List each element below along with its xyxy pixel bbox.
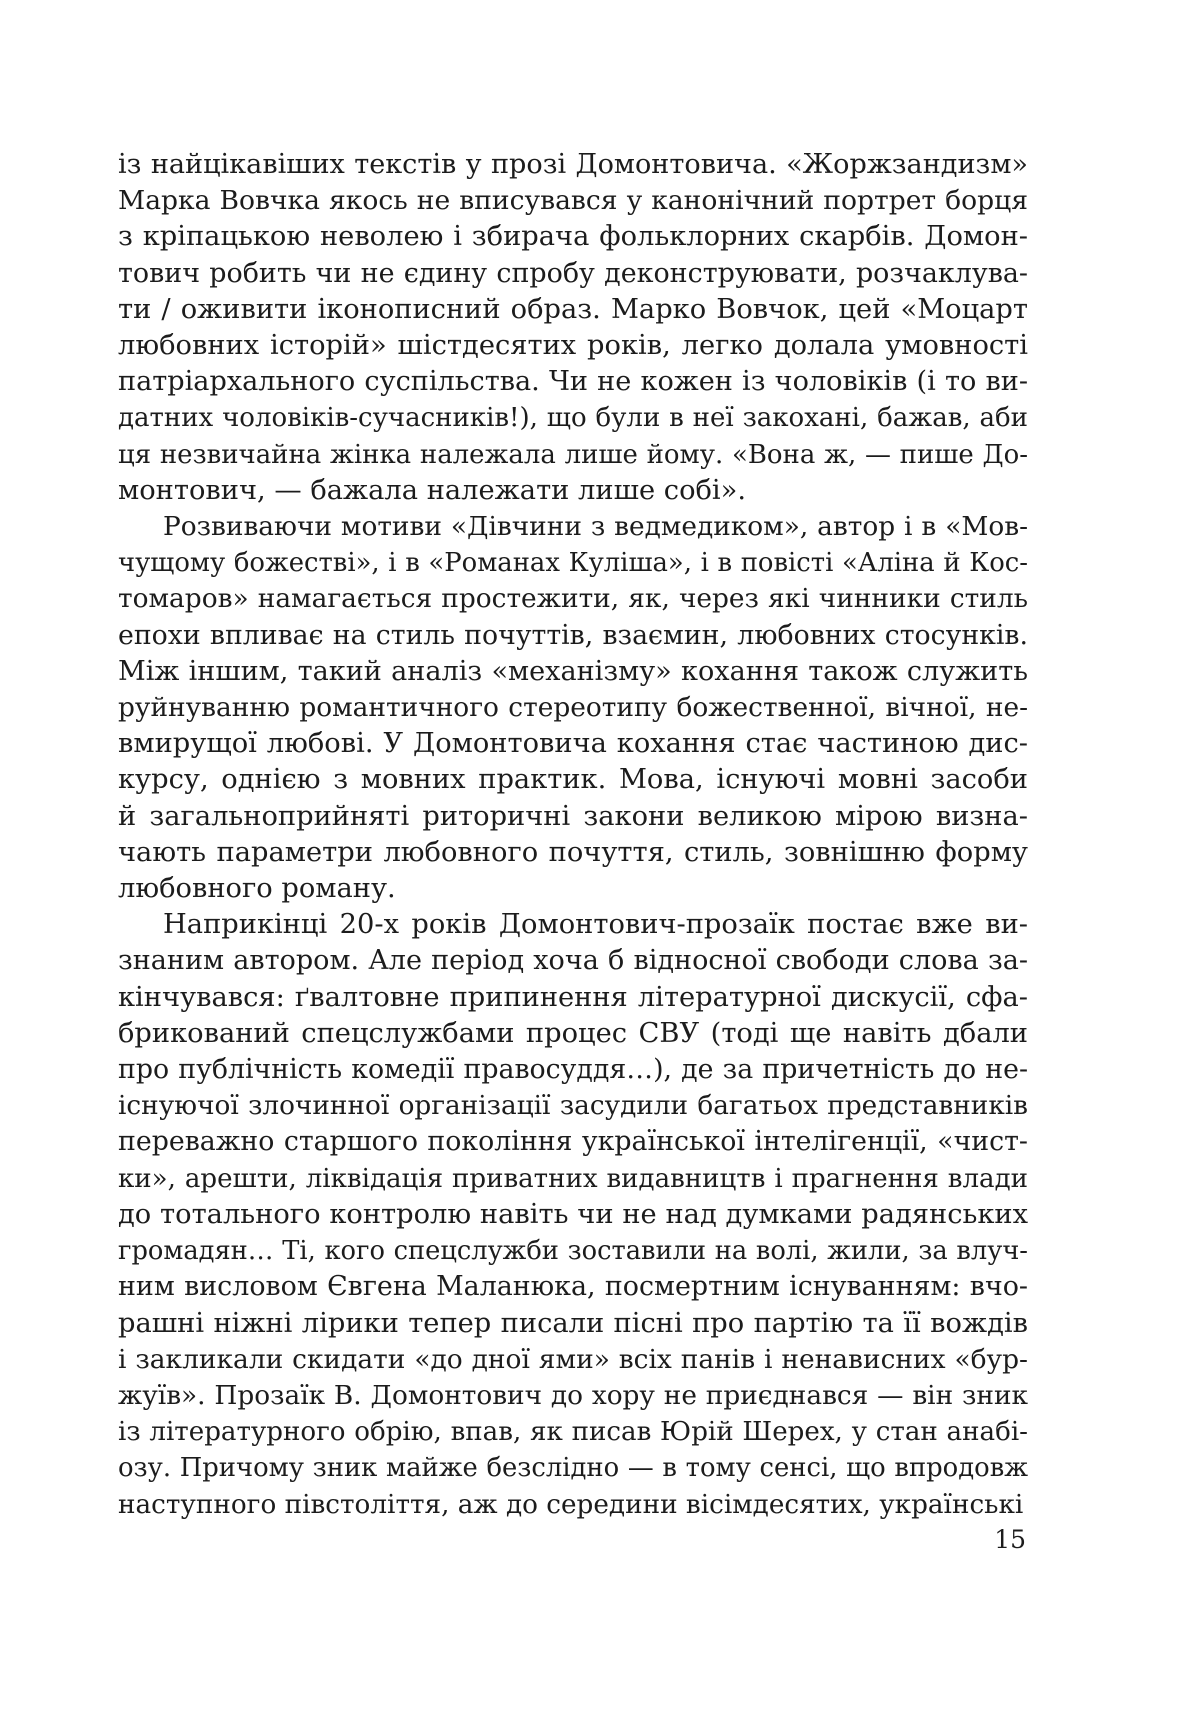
text-line: наступного півстоліття, аж до середини вісімдесятих, українські: [118, 1489, 1024, 1520]
text-line: й загальноприйняті риторичні закони великою мірою визна-: [118, 800, 1028, 832]
text-line: томаров» намагається простежити, як, через які чинники стиль: [118, 583, 1028, 615]
text-line: курсу, однією з мовних практик. Мова, існуючі мовні засоби: [118, 764, 1028, 796]
text-line: Розвиваючи мотиви «Дівчини з ведмедиком», автор і в «Мов-: [163, 512, 1028, 543]
text-line: переважно старшого покоління української інтелігенції, «чист-: [118, 1126, 1028, 1158]
paragraph: [118, 509, 1028, 907]
text-line: із літературного обрію, впав, як писав Юрій Шерех, у стан анабі-: [118, 1417, 1028, 1448]
text-line: про публічність комедії правосуддя…), де за причетність до не-: [118, 1054, 1028, 1086]
text-line: озу. Причому зник майже безслідно — в тому сенсі, що впродовж: [118, 1453, 1028, 1484]
text-line: патріархального суспільства. Чи не кожен із чоловіків (і то ви-: [118, 366, 1028, 398]
text-line: з кріпацькою неволею і збирача фольклорних скарбів. Домон-: [118, 221, 1028, 253]
text-line: до тотального контролю навіть чи не над думками радянських: [118, 1198, 1028, 1230]
text-line: чущому божестві», і в «Романах Куліша», і в повісті «Аліна й Кос-: [118, 548, 1028, 579]
text-line: ця незвичайна жінка належала лише йому. «Вона ж, — пише До-: [118, 439, 1028, 470]
text-line: рашні ніжні лірики тепер писали пісні про партію та її вождів: [118, 1307, 1028, 1339]
text-line: ним висловом Євгена Маланюка, посмертним існуванням: вчо-: [118, 1271, 1028, 1303]
paragraph: [118, 147, 1028, 509]
text-line: Марка Вовчка якось не вписувався у канонічний портрет борця: [118, 185, 1028, 217]
text-line: ти / оживити іконописний образ. Марко Вовчок, цей «Моцарт: [118, 293, 1028, 325]
text-line: вмирущої любові. У Домонтовича кохання стає частиною дис-: [118, 728, 1028, 760]
paragraph: [118, 907, 1028, 1522]
text-line: любовних історій» шістдесятих років, легко долала умовності: [118, 330, 1028, 362]
text-line: руйнуванню романтичного стереотипу божественної, вічної, не-: [118, 692, 1028, 724]
text-line: Між іншим, такий аналіз «механізму» кохання також служить: [118, 655, 1028, 687]
text-line: любовного роману.: [118, 873, 396, 905]
text-line: Наприкінці 20-х років Домонтович-прозаїк постає вже ви-: [163, 909, 1028, 941]
text-line: кінчувався: ґвалтовне припинення літературної дискусії, сфа-: [118, 981, 1028, 1013]
text-line: брикований спецслужбами процес СВУ (тоді ще навіть дбали: [118, 1017, 1028, 1049]
text-line: із найцікавіших текстів у прозі Домонтовича. «Жоржзандизм»: [118, 149, 1028, 180]
body-text: [118, 147, 1028, 1523]
text-line: епохи впливає на стиль почуттів, взаємин, любовних стосунків.: [118, 619, 1028, 651]
text-line: громадян… Ті, кого спецслужби зоставили на волі, жили, за влуч-: [118, 1236, 1028, 1267]
text-line: і закликали скидати «до дної ями» всіх панів і ненависних «бур-: [118, 1343, 1028, 1375]
text-line: існуючої злочинної організації засудили багатьох представників: [118, 1091, 1028, 1122]
text-line: жуїв». Прозаїк В. Домонтович до хору не приєднався — він зник: [118, 1380, 1028, 1411]
text-line: ки», арешти, ліквідація приватних видавництв і прагнення влади: [118, 1163, 1028, 1194]
text-line: тович робить чи не єдину спробу деконструювати, розчаклува-: [118, 257, 1028, 289]
text-line: чають параметри любовного почуття, стиль, зовнішню форму: [118, 836, 1028, 868]
page-number: 15: [994, 1525, 1026, 1554]
text-line: датних чоловіків-сучасників!), що були в неї закохані, бажав, аби: [118, 403, 1028, 434]
text-line: монтович, — бажала належати лише собі».: [118, 474, 747, 506]
text-line: знаним автором. Але період хоча б відносної свободи слова за-: [118, 945, 1028, 977]
